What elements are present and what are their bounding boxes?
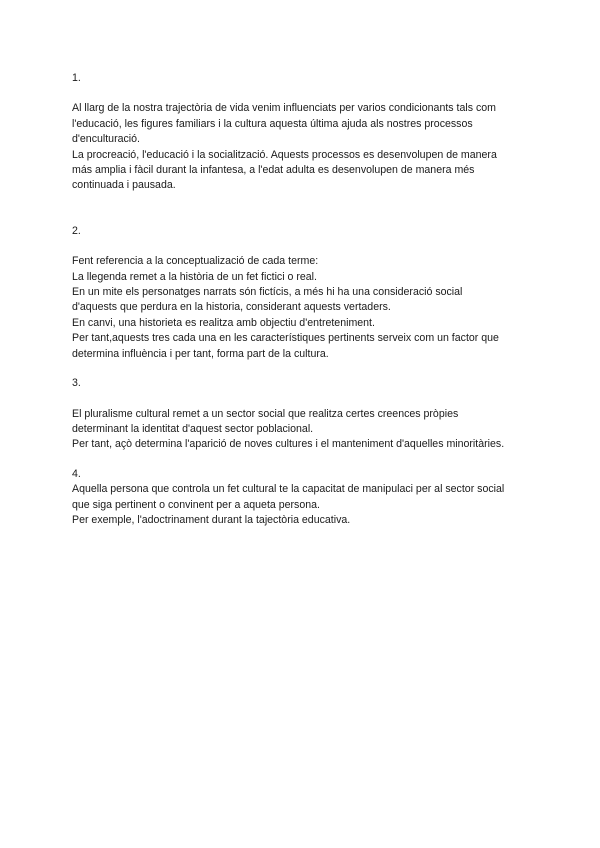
paragraph-line: Per tant,aquests tres cada una en les característiques pertinents serveix com un factor que <box>72 332 499 345</box>
paragraph-line: Fent referencia a la conceptualizació de cada terme: <box>72 255 319 268</box>
paragraph-line: En canvi, una historieta es realitza amb objectiu d'entreteniment. <box>72 316 375 329</box>
paragraph-line: d'enculturació. <box>72 133 140 146</box>
paragraph-line: continuada i pausada. <box>72 179 176 192</box>
paragraph-line: La procreació, l'educació i la socialització. Aquests processos es desenvolupen de manera <box>72 148 497 161</box>
paragraph-line: Aquella persona que controla un fet cultural te la capacitat de manipulaci per al sector social <box>72 483 505 496</box>
paragraph-line: determina influència i per tant, forma part de la cultura. <box>72 347 329 360</box>
section-number: 1. <box>72 72 81 84</box>
section-number: 4. <box>72 467 81 480</box>
paragraph-line: más amplia i fàcil durant la infantesa, a l'edat adulta es desenvolupen de manera més <box>72 164 475 177</box>
paragraph-line: determinant la identitat d'aquest sector poblacional. <box>72 422 314 435</box>
section-2 <box>72 224 537 362</box>
paragraph-line: Al llarg de la nostra trajectòria de vida venim influenciats per varios condicionants tals com <box>72 102 496 115</box>
paragraph-line: l'educació, les figures familiars i la cultura aquesta última ajuda als nostres processos <box>72 117 473 130</box>
paragraph-line: En un mite els personatges narrats són fictícis, a més hi ha una consideració social <box>72 286 463 299</box>
paragraph-line: Per tant, açò determina l'aparició de noves cultures i el manteniment d'aquelles minoritàries. <box>72 438 505 451</box>
section-4 <box>72 467 537 529</box>
paragraph-line: La llegenda remet a la història de un fet fictici o real. <box>72 270 317 283</box>
paragraph-line: d'aquests que perdura en la historia, considerant aquests vertaders. <box>72 301 391 314</box>
paragraph-line: El pluralisme cultural remet a un sector social que realitza certes creences pròpies <box>72 407 459 420</box>
paragraph-line: Per exemple, l'adoctrinament durant la tajectòria educativa. <box>72 513 351 526</box>
section-3 <box>72 376 537 453</box>
section-number: 3. <box>72 377 81 390</box>
document-body <box>72 71 537 528</box>
paragraph-line: que siga pertinent o convinent per a aqueta persona. <box>72 498 320 511</box>
section-1 <box>72 71 537 194</box>
section-number: 2. <box>72 224 81 237</box>
